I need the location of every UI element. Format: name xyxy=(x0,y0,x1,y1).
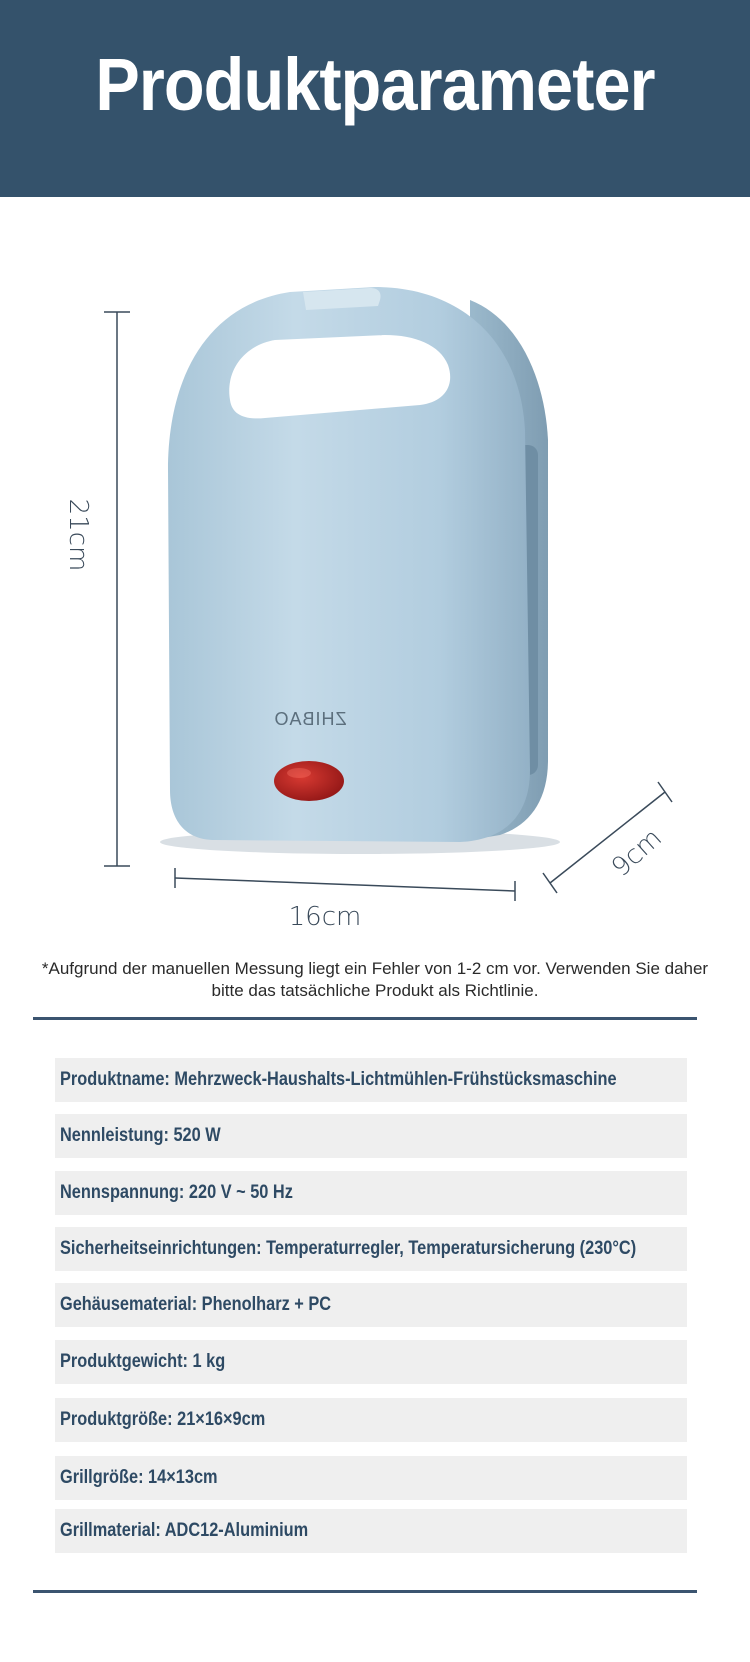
parameter-text: Grillmaterial: ADC12-Aluminium xyxy=(60,1520,309,1541)
page-title: Produktparameter xyxy=(95,43,655,126)
parameter-row-weight xyxy=(55,1340,687,1384)
height-dimension-line xyxy=(104,312,130,866)
parameter-row-rated-power xyxy=(55,1114,687,1158)
parameter-text: Produktname: Mehrzweck-Haushalts-Lichtmühlen-Frühstücksmaschine xyxy=(60,1069,617,1090)
parameter-row-housing-material xyxy=(55,1283,687,1327)
measurement-note: *Aufgrund der manuellen Messung liegt ein Fehler von 1-2 cm vor. Verwenden Sie daher bitte das tatsächliche Produkt als Richtlinie. xyxy=(41,959,709,1000)
parameter-text: Sicherheitseinrichtungen: Temperaturregler, Temperatursicherung (230°C) xyxy=(60,1238,637,1259)
header-banner xyxy=(0,0,750,197)
parameter-text: Grillgröße: 14×13cm xyxy=(60,1467,218,1488)
product-illustration xyxy=(0,197,750,937)
parameter-text: Gehäusematerial: Phenolharz + PC xyxy=(60,1294,332,1315)
parameter-text: Nennspannung: 220 V ~ 50 Hz xyxy=(60,1182,293,1203)
parameter-text: Nennleistung: 520 W xyxy=(60,1125,221,1146)
height-dimension-label: 21cm xyxy=(63,498,93,572)
parameter-row-grill-material xyxy=(55,1509,687,1553)
appliance-body xyxy=(168,287,530,842)
divider-bottom xyxy=(33,1590,697,1593)
divider-top xyxy=(33,1017,697,1020)
width-dimension-line xyxy=(175,868,515,901)
parameter-text: Produktgewicht: 1 kg xyxy=(60,1351,226,1372)
parameter-row-grill-size xyxy=(55,1456,687,1500)
width-dimension-label: 16cm xyxy=(288,902,362,932)
depth-dimension-label: 9cm xyxy=(606,823,668,883)
parameter-text: Produktgröße: 21×16×9cm xyxy=(60,1409,266,1430)
parameter-row-product-name xyxy=(55,1058,687,1102)
parameter-row-size xyxy=(55,1398,687,1442)
brand-mark: ZHIBAO xyxy=(273,709,347,729)
power-indicator-light xyxy=(274,761,344,801)
parameter-row-rated-voltage xyxy=(55,1171,687,1215)
parameter-row-safety xyxy=(55,1227,687,1271)
